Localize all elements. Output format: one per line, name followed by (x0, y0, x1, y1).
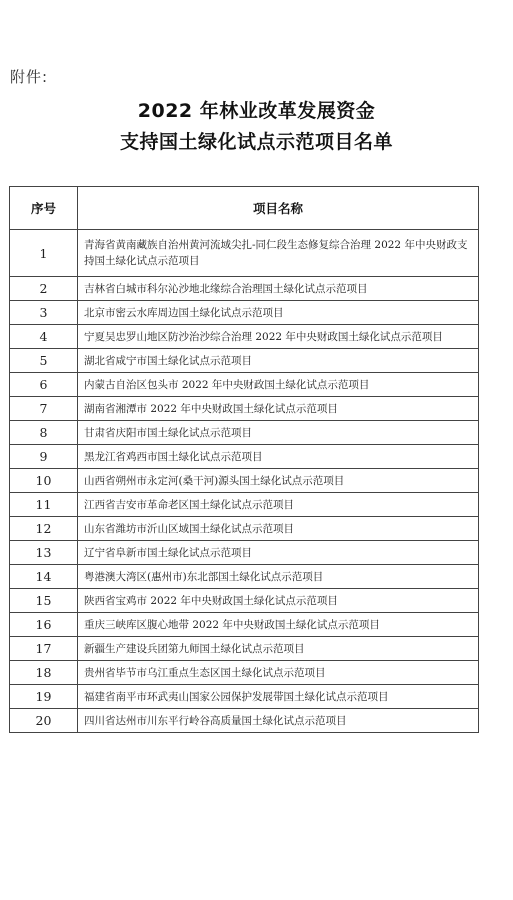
project-name: 甘肃省庆阳市国土绿化试点示范项目 (78, 421, 479, 445)
row-number: 16 (10, 613, 78, 637)
title-line-1: 2022 年林业改革发展资金 (137, 100, 376, 122)
column-header-name: 项目名称 (78, 187, 479, 230)
project-name: 山西省朔州市永定河(桑干河)源头国土绿化试点示范项目 (78, 469, 479, 493)
project-name: 新疆生产建设兵团第九师国土绿化试点示范项目 (78, 637, 479, 661)
table-header-row (10, 187, 479, 230)
row-number: 8 (10, 421, 78, 445)
table-row (10, 589, 479, 613)
row-number: 12 (10, 517, 78, 541)
table-row (10, 301, 479, 325)
document-title (0, 96, 513, 158)
project-name: 重庆三峡库区腹心地带 2022 年中央财政国土绿化试点示范项目 (78, 613, 479, 637)
row-number: 20 (10, 709, 78, 733)
table-row (10, 445, 479, 469)
row-number: 6 (10, 373, 78, 397)
project-name: 粤港澳大湾区(惠州市)东北部国土绿化试点示范项目 (78, 565, 479, 589)
project-name: 湖北省咸宁市国土绿化试点示范项目 (78, 349, 479, 373)
table-row (10, 397, 479, 421)
project-name: 山东省潍坊市沂山区域国土绿化试点示范项目 (78, 517, 479, 541)
project-name: 福建省南平市环武夷山国家公园保护发展带国土绿化试点示范项目 (78, 685, 479, 709)
row-number: 13 (10, 541, 78, 565)
row-number: 17 (10, 637, 78, 661)
project-name: 贵州省毕节市乌江重点生态区国土绿化试点示范项目 (78, 661, 479, 685)
row-number: 4 (10, 325, 78, 349)
project-name: 内蒙古自治区包头市 2022 年中央财政国土绿化试点示范项目 (78, 373, 479, 397)
project-table (9, 186, 479, 733)
table-row (10, 541, 479, 565)
table-row (10, 613, 479, 637)
project-name: 青海省黄南藏族自治州黄河流域尖扎-同仁段生态修复综合治理 2022 年中央财政支持国土绿化试点示范项目 (78, 230, 479, 277)
table-row (10, 709, 479, 733)
table-row (10, 661, 479, 685)
table-row (10, 421, 479, 445)
project-name: 陕西省宝鸡市 2022 年中央财政国土绿化试点示范项目 (78, 589, 479, 613)
row-number: 5 (10, 349, 78, 373)
row-number: 14 (10, 565, 78, 589)
project-name: 江西省吉安市革命老区国土绿化试点示范项目 (78, 493, 479, 517)
project-name: 吉林省白城市科尔沁沙地北缘综合治理国土绿化试点示范项目 (78, 277, 479, 301)
row-number: 11 (10, 493, 78, 517)
table-row (10, 277, 479, 301)
project-name: 四川省达州市川东平行岭谷高质量国土绿化试点示范项目 (78, 709, 479, 733)
project-name: 北京市密云水库周边国土绿化试点示范项目 (78, 301, 479, 325)
table-row (10, 637, 479, 661)
table-row (10, 469, 479, 493)
table-row (10, 517, 479, 541)
table-row (10, 230, 479, 277)
row-number: 15 (10, 589, 78, 613)
table-row (10, 493, 479, 517)
row-number: 9 (10, 445, 78, 469)
project-name: 辽宁省阜新市国土绿化试点示范项目 (78, 541, 479, 565)
row-number: 10 (10, 469, 78, 493)
column-header-no: 序号 (10, 187, 78, 230)
table-row (10, 373, 479, 397)
row-number: 7 (10, 397, 78, 421)
attachment-label: 附件: (10, 68, 49, 86)
table-row (10, 349, 479, 373)
row-number: 1 (10, 230, 78, 277)
project-name: 湖南省湘潭市 2022 年中央财政国土绿化试点示范项目 (78, 397, 479, 421)
table-row (10, 685, 479, 709)
table-row (10, 325, 479, 349)
row-number: 2 (10, 277, 78, 301)
title-line-2: 支持国土绿化试点示范项目名单 (119, 131, 393, 153)
project-name: 黑龙江省鸡西市国土绿化试点示范项目 (78, 445, 479, 469)
row-number: 19 (10, 685, 78, 709)
table-body (10, 230, 479, 733)
table-row (10, 565, 479, 589)
row-number: 18 (10, 661, 78, 685)
project-name: 宁夏吴忠罗山地区防沙治沙综合治理 2022 年中央财政国土绿化试点示范项目 (78, 325, 479, 349)
row-number: 3 (10, 301, 78, 325)
